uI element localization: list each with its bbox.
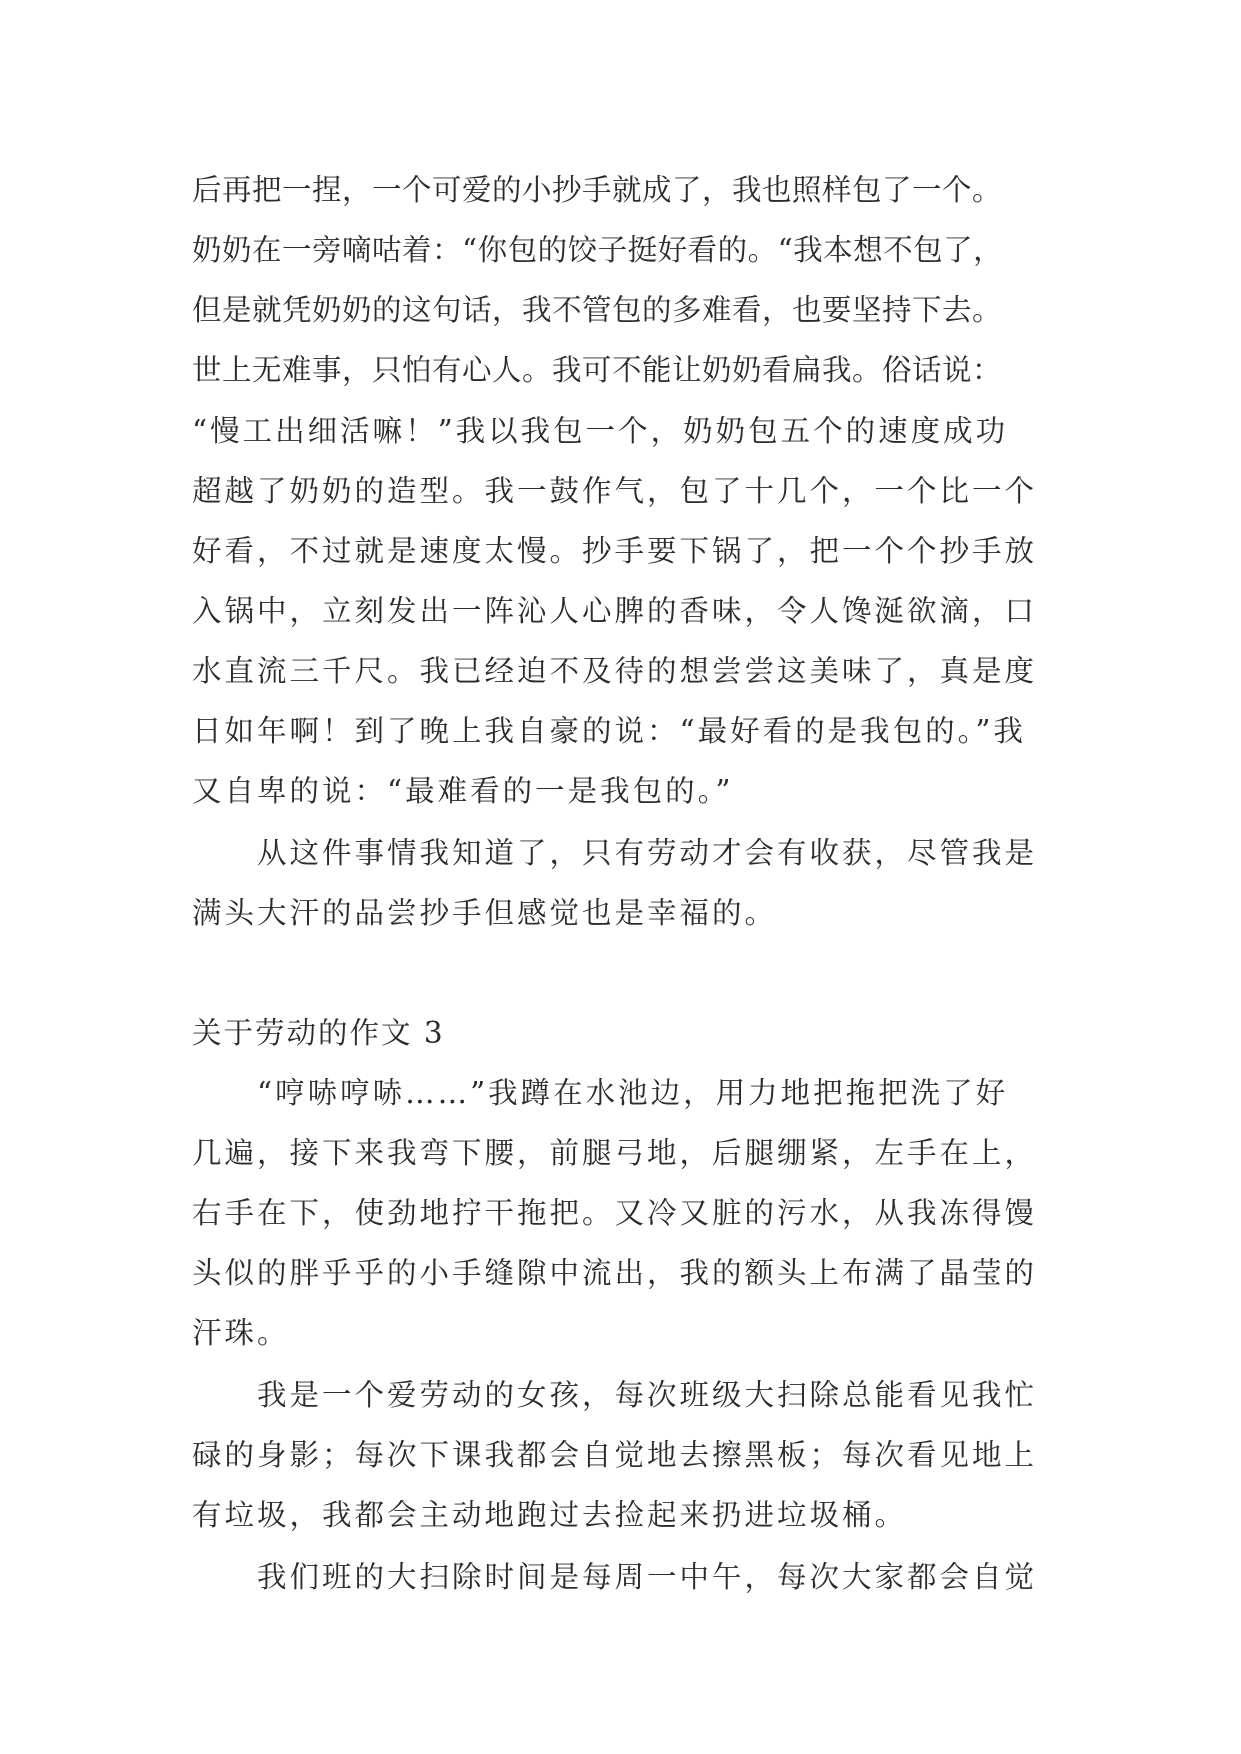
text-line: 日如年啊！到了晚上我自豪的说：“最好看的是我包的。”我: [192, 714, 1026, 748]
text-line: 满头大汗的品尝抄手但感觉也是幸福的。: [192, 896, 778, 930]
text-line: 入锅中，立刻发出一阵沁人心脾的香味，令人馋涎欲滴，口: [192, 594, 1038, 628]
text-line: 后再把一捏，一个可爱的小抄手就成了，我也照样包了一个。: [192, 173, 1003, 207]
section-heading: 关于劳动的作文 3: [192, 1016, 445, 1050]
paragraph-first-line: “哼哧哼哧……”我蹲在水池边，用力地把拖把洗了好: [257, 1076, 1009, 1110]
paragraph-first-line: 从这件事情我知道了，只有劳动才会有收获，尽管我是: [257, 836, 1038, 870]
text-line: 世上无难事，只怕有心人。我可不能让奶奶看扁我。俗话说：: [192, 353, 1003, 387]
text-line: 又自卑的说：“最难看的一是我包的。”: [192, 774, 734, 808]
text-line: 碌的身影；每次下课我都会自觉地去擦黑板；每次看见地上: [192, 1438, 1038, 1472]
text-line: 头似的胖乎乎的小手缝隙中流出，我的额头上布满了晶莹的: [192, 1256, 1038, 1290]
text-line: 好看，不过就是速度太慢。抄手要下锅了，把一个个抄手放: [192, 534, 1038, 568]
text-line: 右手在下，使劲地拧干拖把。又冷又脏的污水，从我冻得馒: [192, 1196, 1038, 1230]
paragraph-first-line: 我是一个爱劳动的女孩，每次班级大扫除总能看见我忙: [257, 1378, 1038, 1412]
text-line: 水直流三千尺。我已经迫不及待的想尝尝这美味了，真是度: [192, 654, 1038, 688]
text-line: 几遍，接下来我弯下腰，前腿弓地，后腿绷紧，左手在上，: [192, 1136, 1038, 1170]
text-line: 超越了奶奶的造型。我一鼓作气，包了十几个，一个比一个: [192, 474, 1038, 508]
text-line: “慢工出细活嘛！”我以我包一个，奶奶包五个的速度成功: [192, 414, 1009, 448]
text-line: 有垃圾，我都会主动地跑过去捡起来扔进垃圾桶。: [192, 1498, 908, 1532]
text-line: 但是就凭奶奶的这句话，我不管包的多难看，也要坚持下去。: [192, 293, 1003, 327]
text-line: 汗珠。: [192, 1316, 290, 1350]
paragraph-first-line: 我们班的大扫除时间是每周一中午，每次大家都会自觉: [257, 1560, 1038, 1594]
text-line: 奶奶在一旁嘀咕着：“你包的饺子挺好看的。“我本想不包了，: [192, 233, 1004, 267]
